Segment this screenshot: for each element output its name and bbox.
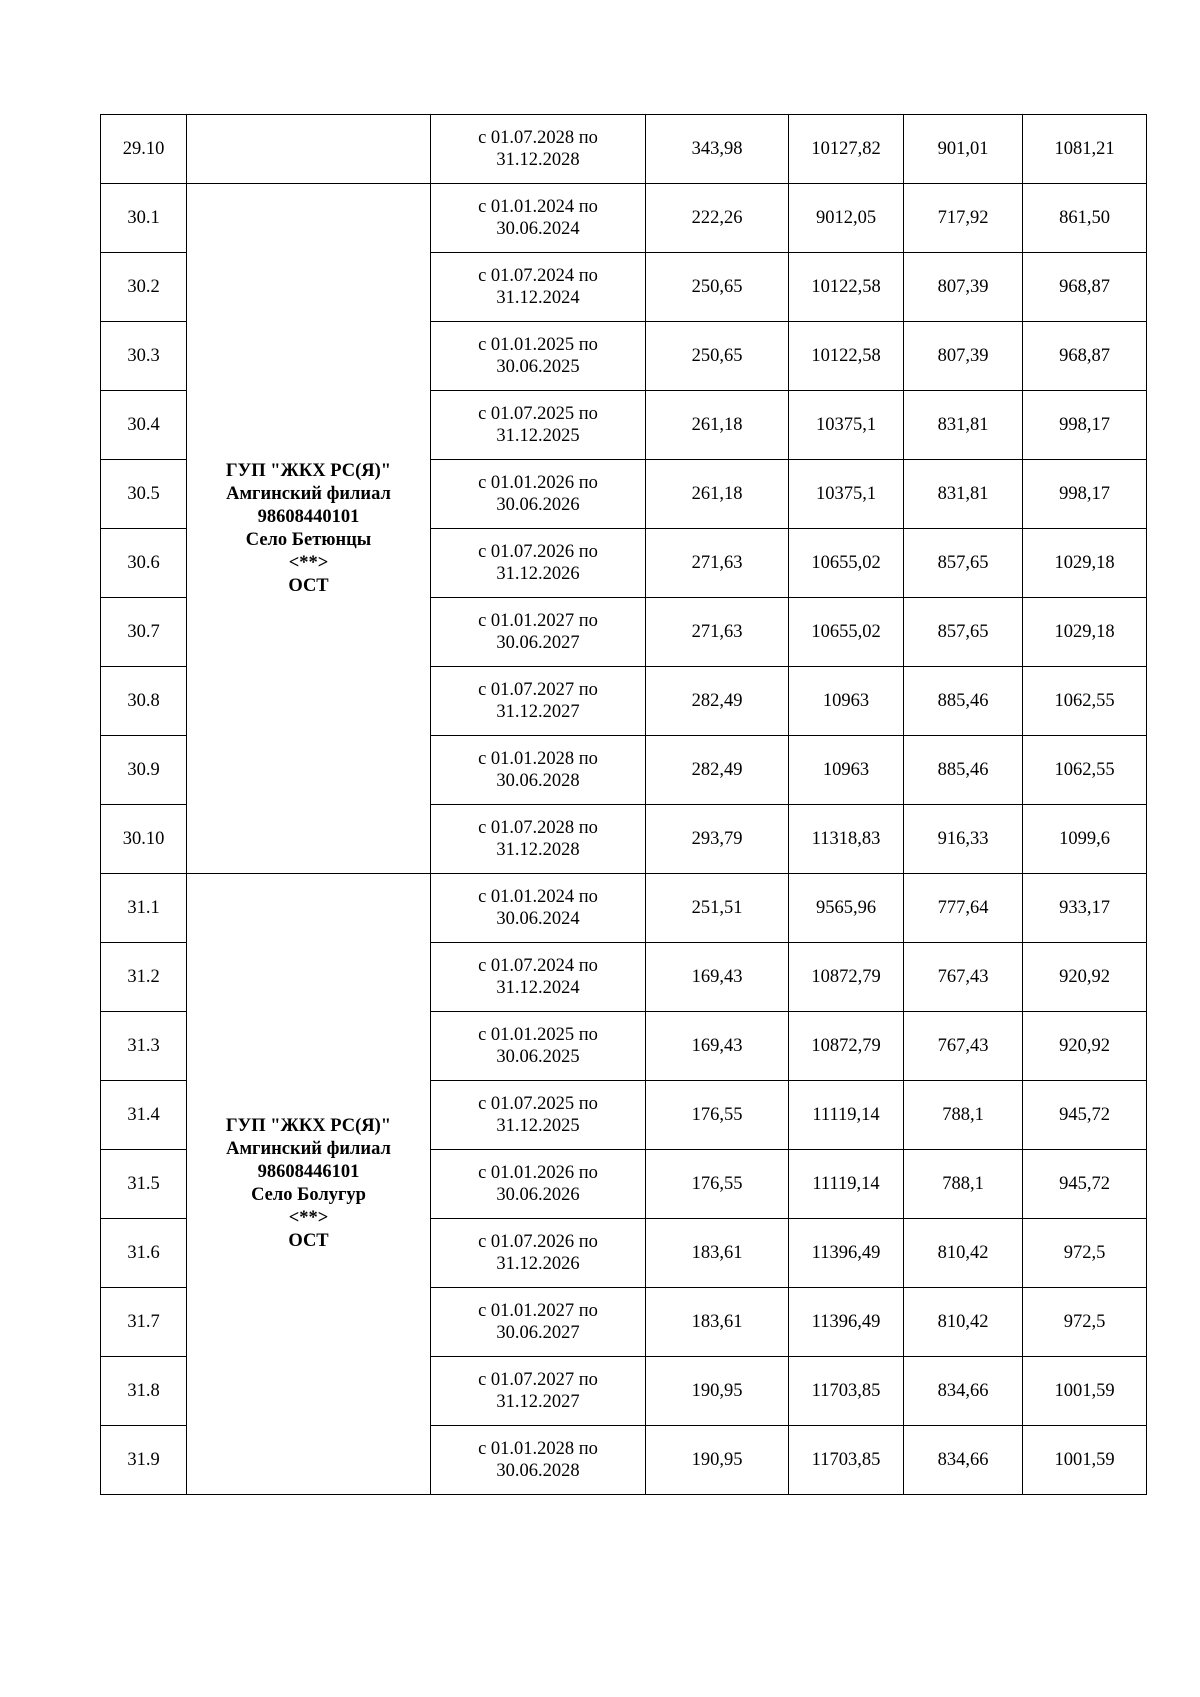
value-cell-1: 250,65 (646, 322, 789, 391)
value-cell-4: 933,17 (1023, 874, 1147, 943)
row-number-cell: 31.5 (101, 1150, 187, 1219)
value-cell-3: 788,1 (904, 1150, 1023, 1219)
period-end: 31.12.2027 (496, 702, 580, 722)
value-cell-1: 176,55 (646, 1150, 789, 1219)
row-number-cell: 30.9 (101, 736, 187, 805)
row-number-cell: 30.1 (101, 184, 187, 253)
value-cell-4: 861,50 (1023, 184, 1147, 253)
value-cell-2: 11396,49 (789, 1219, 904, 1288)
period-end: 30.06.2027 (496, 1323, 580, 1343)
period-end: 31.12.2024 (496, 288, 580, 308)
value-cell-1: 261,18 (646, 460, 789, 529)
row-number-cell: 30.4 (101, 391, 187, 460)
period-end: 30.06.2025 (496, 1047, 580, 1067)
row-number-cell: 31.7 (101, 1288, 187, 1357)
value-cell-3: 767,43 (904, 943, 1023, 1012)
period-start: с 01.07.2025 по (478, 404, 598, 424)
period-start: с 01.01.2025 по (478, 335, 598, 355)
value-cell-2: 11703,85 (789, 1426, 904, 1495)
value-cell-4: 1081,21 (1023, 115, 1147, 184)
organization-line: 98608440101 (257, 506, 360, 527)
value-cell-3: 831,81 (904, 460, 1023, 529)
value-cell-4: 1029,18 (1023, 598, 1147, 667)
period-start: с 01.07.2026 по (478, 542, 598, 562)
value-cell-1: 282,49 (646, 736, 789, 805)
period-end: 30.06.2024 (496, 219, 580, 239)
organization-line: Село Болугур (251, 1185, 366, 1205)
period-cell (431, 1219, 646, 1288)
period-end: 30.06.2026 (496, 1185, 580, 1205)
row-number-cell: 31.2 (101, 943, 187, 1012)
value-cell-4: 920,92 (1023, 1012, 1147, 1081)
value-cell-2: 9565,96 (789, 874, 904, 943)
row-number-cell: 30.8 (101, 667, 187, 736)
value-cell-4: 1001,59 (1023, 1426, 1147, 1495)
period-start: с 01.01.2028 по (478, 749, 598, 769)
value-cell-1: 183,61 (646, 1288, 789, 1357)
period-start: с 01.07.2028 по (478, 128, 598, 148)
row-number-cell: 29.10 (101, 115, 187, 184)
value-cell-3: 901,01 (904, 115, 1023, 184)
value-cell-4: 945,72 (1023, 1081, 1147, 1150)
period-start: с 01.07.2027 по (478, 680, 598, 700)
period-cell (431, 1288, 646, 1357)
value-cell-2: 10122,58 (789, 253, 904, 322)
value-cell-3: 857,65 (904, 529, 1023, 598)
period-end: 31.12.2025 (496, 1116, 580, 1136)
value-cell-3: 807,39 (904, 322, 1023, 391)
value-cell-2: 10872,79 (789, 1012, 904, 1081)
row-number-cell: 30.2 (101, 253, 187, 322)
tariff-table (100, 114, 1147, 1495)
value-cell-1: 251,51 (646, 874, 789, 943)
period-start: с 01.01.2024 по (478, 197, 598, 217)
value-cell-1: 282,49 (646, 667, 789, 736)
period-cell (431, 1357, 646, 1426)
value-cell-3: 885,46 (904, 667, 1023, 736)
row-number-cell: 31.1 (101, 874, 187, 943)
period-cell (431, 736, 646, 805)
value-cell-1: 250,65 (646, 253, 789, 322)
value-cell-2: 10963 (789, 667, 904, 736)
period-cell (431, 1150, 646, 1219)
organization-line: Амгинский филиал (226, 483, 391, 504)
period-end: 31.12.2027 (496, 1392, 580, 1412)
period-end: 30.06.2027 (496, 633, 580, 653)
period-end: 31.12.2026 (496, 1254, 580, 1274)
value-cell-3: 717,92 (904, 184, 1023, 253)
period-cell (431, 460, 646, 529)
value-cell-3: 767,43 (904, 1012, 1023, 1081)
period-start: с 01.07.2025 по (478, 1094, 598, 1114)
period-cell (431, 805, 646, 874)
row-number-cell: 30.6 (101, 529, 187, 598)
period-cell (431, 1426, 646, 1495)
value-cell-1: 183,61 (646, 1219, 789, 1288)
value-cell-2: 11119,14 (789, 1081, 904, 1150)
row-number-cell: 31.6 (101, 1219, 187, 1288)
row-number-cell: 31.9 (101, 1426, 187, 1495)
value-cell-2: 10655,02 (789, 529, 904, 598)
value-cell-2: 10375,1 (789, 391, 904, 460)
organization-cell (187, 115, 431, 184)
value-cell-3: 916,33 (904, 805, 1023, 874)
value-cell-2: 10127,82 (789, 115, 904, 184)
row-number-cell: 30.10 (101, 805, 187, 874)
row-number-cell: 31.8 (101, 1357, 187, 1426)
organization-line: <**> (288, 1208, 329, 1228)
period-start: с 01.07.2026 по (478, 1232, 598, 1252)
value-cell-3: 777,64 (904, 874, 1023, 943)
value-cell-4: 1029,18 (1023, 529, 1147, 598)
period-start: с 01.01.2027 по (478, 611, 598, 631)
value-cell-4: 1001,59 (1023, 1357, 1147, 1426)
period-end: 31.12.2028 (496, 840, 580, 860)
value-cell-4: 1062,55 (1023, 667, 1147, 736)
value-cell-1: 343,98 (646, 115, 789, 184)
period-cell (431, 943, 646, 1012)
period-cell (431, 115, 646, 184)
organization-line: 98608446101 (257, 1162, 360, 1182)
period-end: 30.06.2028 (496, 1461, 580, 1481)
value-cell-2: 10122,58 (789, 322, 904, 391)
organization-line: ОСТ (288, 1231, 329, 1251)
value-cell-1: 261,18 (646, 391, 789, 460)
organization-line: ГУП "ЖКХ РС(Я)" (225, 1116, 392, 1136)
value-cell-1: 271,63 (646, 598, 789, 667)
period-end: 30.06.2028 (496, 771, 580, 791)
value-cell-4: 968,87 (1023, 253, 1147, 322)
organization-line: ОСТ (288, 575, 329, 596)
period-cell (431, 253, 646, 322)
row-number-cell: 31.3 (101, 1012, 187, 1081)
organization-line: ГУП "ЖКХ РС(Я)" (225, 460, 392, 481)
value-cell-4: 998,17 (1023, 460, 1147, 529)
period-end: 31.12.2026 (496, 564, 580, 584)
value-cell-4: 920,92 (1023, 943, 1147, 1012)
value-cell-2: 10655,02 (789, 598, 904, 667)
period-end: 30.06.2024 (496, 909, 580, 929)
value-cell-1: 293,79 (646, 805, 789, 874)
period-cell (431, 598, 646, 667)
table-body (101, 115, 1147, 1495)
value-cell-2: 10963 (789, 736, 904, 805)
value-cell-1: 190,95 (646, 1426, 789, 1495)
period-end: 31.12.2028 (496, 150, 580, 170)
row-number-cell: 30.7 (101, 598, 187, 667)
value-cell-4: 968,87 (1023, 322, 1147, 391)
value-cell-3: 857,65 (904, 598, 1023, 667)
row-number-cell: 30.3 (101, 322, 187, 391)
period-cell (431, 184, 646, 253)
table-row (101, 184, 1147, 253)
value-cell-3: 807,39 (904, 253, 1023, 322)
period-start: с 01.07.2024 по (478, 956, 598, 976)
value-cell-3: 885,46 (904, 736, 1023, 805)
value-cell-1: 169,43 (646, 943, 789, 1012)
value-cell-4: 1099,6 (1023, 805, 1147, 874)
period-start: с 01.01.2027 по (478, 1301, 598, 1321)
period-start: с 01.07.2027 по (478, 1370, 598, 1390)
organization-cell (187, 184, 431, 874)
period-start: с 01.07.2024 по (478, 266, 598, 286)
period-cell (431, 1081, 646, 1150)
value-cell-1: 169,43 (646, 1012, 789, 1081)
value-cell-3: 810,42 (904, 1288, 1023, 1357)
table-row (101, 874, 1147, 943)
period-cell (431, 322, 646, 391)
value-cell-4: 945,72 (1023, 1150, 1147, 1219)
value-cell-3: 788,1 (904, 1081, 1023, 1150)
organization-cell (187, 874, 431, 1495)
value-cell-2: 11396,49 (789, 1288, 904, 1357)
value-cell-1: 176,55 (646, 1081, 789, 1150)
value-cell-3: 834,66 (904, 1357, 1023, 1426)
value-cell-3: 831,81 (904, 391, 1023, 460)
period-cell (431, 874, 646, 943)
period-cell (431, 1012, 646, 1081)
period-end: 30.06.2026 (496, 495, 580, 515)
value-cell-2: 11119,14 (789, 1150, 904, 1219)
row-number-cell: 31.4 (101, 1081, 187, 1150)
period-start: с 01.01.2025 по (478, 1025, 598, 1045)
value-cell-4: 972,5 (1023, 1288, 1147, 1357)
period-start: с 01.01.2026 по (478, 1163, 598, 1183)
organization-line: Село Бетюнцы (245, 529, 372, 550)
organization-line: <**> (288, 552, 329, 573)
value-cell-4: 972,5 (1023, 1219, 1147, 1288)
value-cell-1: 222,26 (646, 184, 789, 253)
value-cell-3: 810,42 (904, 1219, 1023, 1288)
period-start: с 01.01.2028 по (478, 1439, 598, 1459)
value-cell-1: 271,63 (646, 529, 789, 598)
row-number-cell: 30.5 (101, 460, 187, 529)
period-cell (431, 529, 646, 598)
value-cell-2: 10375,1 (789, 460, 904, 529)
period-cell (431, 667, 646, 736)
period-cell (431, 391, 646, 460)
period-start: с 01.01.2024 по (478, 887, 598, 907)
period-start: с 01.07.2028 по (478, 818, 598, 838)
value-cell-4: 1062,55 (1023, 736, 1147, 805)
period-end: 30.06.2025 (496, 357, 580, 377)
table-row (101, 115, 1147, 184)
value-cell-2: 10872,79 (789, 943, 904, 1012)
value-cell-2: 9012,05 (789, 184, 904, 253)
organization-line: Амгинский филиал (226, 1139, 391, 1159)
period-end: 31.12.2024 (496, 978, 580, 998)
value-cell-3: 834,66 (904, 1426, 1023, 1495)
value-cell-2: 11318,83 (789, 805, 904, 874)
value-cell-1: 190,95 (646, 1357, 789, 1426)
period-end: 31.12.2025 (496, 426, 580, 446)
value-cell-4: 998,17 (1023, 391, 1147, 460)
value-cell-2: 11703,85 (789, 1357, 904, 1426)
period-start: с 01.01.2026 по (478, 473, 598, 493)
